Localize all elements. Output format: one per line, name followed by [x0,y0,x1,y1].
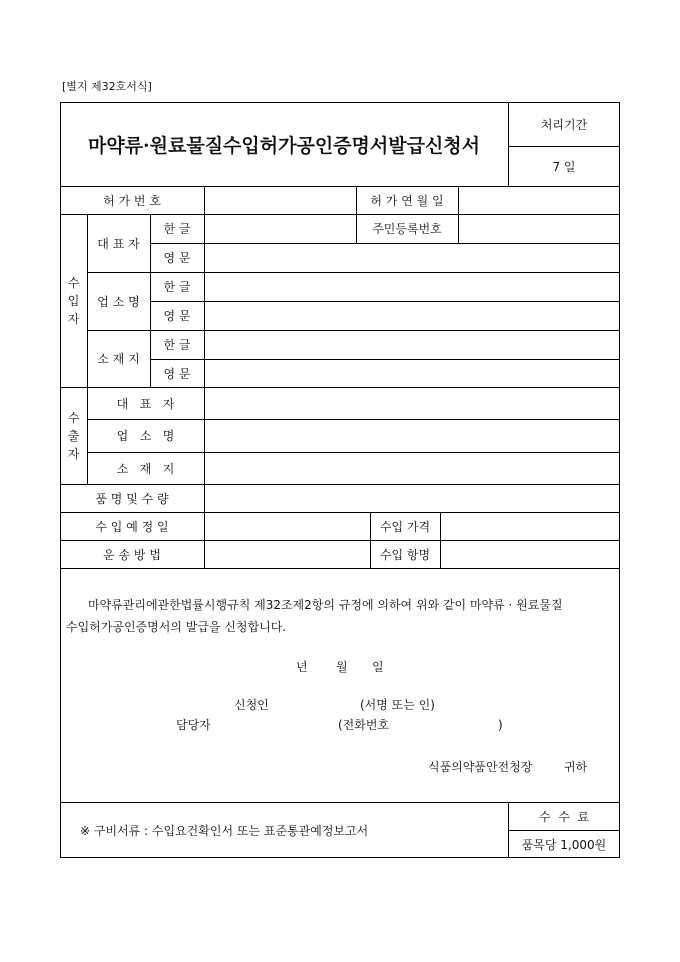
exporter-rep-field[interactable] [204,387,620,419]
phone-label: (전화번호 [338,718,390,732]
importer-biz-label: 업 소 명 [97,294,140,309]
processing-period-label: 처리기간 [540,117,588,132]
importer-addr-korean-field[interactable] [204,330,620,359]
permit-number-field[interactable] [204,186,356,214]
importer-rep-korean-field[interactable] [204,214,356,243]
resident-number-label: 주민등록번호 [372,222,442,236]
importer-group-label: 수 입 자 [67,275,80,326]
transport-label: 운 송 방 법 [103,547,161,562]
importer-rep-english-field[interactable] [204,243,620,272]
fee-value: 품목당 1,000원 [521,837,607,852]
importer-addr-label: 소 재 지 [97,352,140,366]
form-title: 마약류·원료물질수입허가공인증명서발급신청서 [87,134,481,157]
exporter-biz-field[interactable] [204,419,620,452]
exporter-addr-label: 소 재 지 [116,461,175,476]
import-date-label: 수 입 예 정 일 [95,519,169,534]
processing-period-value: 7 일 [552,159,576,174]
import-price-label: 수입 가격 [379,519,431,534]
manager-label: 담당자 [176,718,211,732]
importer-addr-english-field[interactable] [204,359,620,387]
signature-label: (서명 또는 인) [360,698,435,712]
form-number-label: [별지 제32호서식] [62,80,152,93]
importer-biz-korean-field[interactable] [204,272,620,301]
product-field[interactable] [204,484,620,512]
statement-line-1: 마약류관리에관한법률시행규칙 제32조제2항의 규정에 의하여 위와 같이 마약류 · 원료물질 [88,598,563,612]
exporter-rep-label: 대 표 자 [116,396,175,411]
import-price-field[interactable] [440,512,620,540]
fee-label: 수 수 료 [538,809,590,824]
recipient: 식품의약품안전청장 [428,760,533,774]
importer-addr-english-label: 영 문 [163,366,191,381]
importer-rep-label: 대 표 자 [97,236,140,251]
permit-date-field[interactable] [458,186,620,214]
importer-addr-korean-label: 한 글 [163,338,191,352]
date-day: 일 [372,660,384,674]
statement-line-2: 수입허가공인증명서의 발급을 신청합니다. [66,620,287,634]
transport-field[interactable] [204,540,370,568]
permit-date-label: 허 가 연 월 일 [370,193,444,208]
required-documents-note: ※ 구비서류 : 수입요건확인서 또는 표준통관예정보고서 [80,823,369,838]
import-date-field[interactable] [204,512,370,540]
applicant-label: 신청인 [234,698,269,712]
phone-close: ) [498,718,503,732]
exporter-addr-field[interactable] [204,452,620,484]
permit-number-label: 허 가 번 호 [103,193,161,208]
resident-number-field[interactable] [458,214,620,243]
exporter-group-label: 수 출 자 [67,410,80,461]
date-year: 년 [296,660,308,674]
importer-rep-english-label: 영 문 [163,251,191,265]
importer-biz-english-label: 영 문 [163,309,191,323]
import-port-label: 수입 항명 [379,547,431,562]
exporter-biz-label: 업 소 명 [116,429,175,443]
importer-biz-korean-label: 한 글 [163,280,191,294]
honorific: 귀하 [564,760,588,774]
date-month: 월 [336,660,348,674]
import-port-field[interactable] [440,540,620,568]
product-label: 품 명 및 수 량 [95,491,169,506]
importer-biz-english-field[interactable] [204,301,620,330]
importer-rep-korean-label: 한 글 [163,222,191,236]
